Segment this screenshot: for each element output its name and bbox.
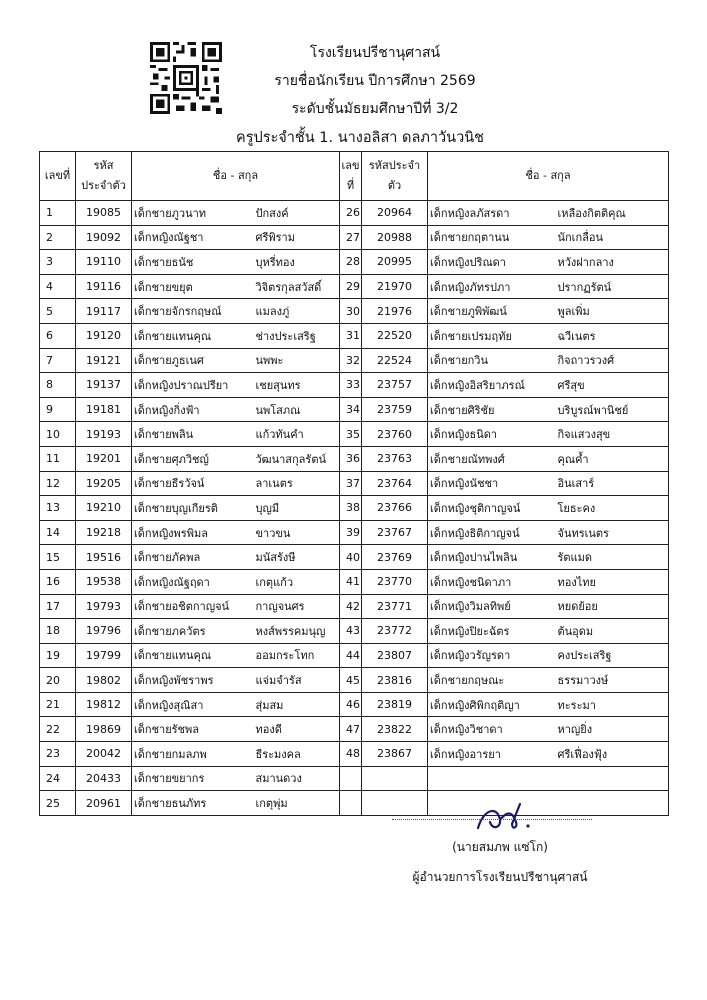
student-id: 20961 (76, 791, 132, 816)
student-number: 8 (40, 373, 76, 398)
student-number: 9 (40, 397, 76, 422)
student-name: เด็กหญิงวิชาดา (428, 717, 556, 742)
student-name: เด็กหญิงภัทรปภา (428, 274, 556, 299)
student-surname: ศรีพิราม (254, 225, 340, 250)
student-name: เด็กชายกฤตานน (428, 225, 556, 250)
student-id (362, 766, 428, 791)
table-row (40, 323, 669, 348)
student-id: 20433 (76, 766, 132, 791)
student-surname: โยธะคง (556, 496, 669, 521)
student-id: 19210 (76, 496, 132, 521)
student-name: เด็กชายณัทพงศ์ (428, 446, 556, 471)
student-name: เด็กหญิงวรัญรดา (428, 643, 556, 668)
student-number: 21 (40, 692, 76, 717)
student-id: 19120 (76, 323, 132, 348)
student-id: 19812 (76, 692, 132, 717)
table-row (40, 619, 669, 644)
student-name: เด็กชายธีรวัจน์ (132, 471, 254, 496)
student-id: 23767 (362, 520, 428, 545)
student-id: 19137 (76, 373, 132, 398)
student-name: เด็กหญิงปิยะฉัตร (428, 619, 556, 644)
student-id: 19181 (76, 397, 132, 422)
student-id: 22524 (362, 348, 428, 373)
student-surname: ปักสงค์ (254, 201, 340, 226)
student-number: 45 (340, 668, 362, 693)
student-surname: เชยสุนทร (254, 373, 340, 398)
header-name-left: ชื่อ - สกุล (132, 152, 340, 201)
student-number: 26 (340, 201, 362, 226)
student-number: 30 (340, 299, 362, 324)
student-surname: หาญยิ่ง (556, 717, 669, 742)
student-name: เด็กชายศุภวิชญ์ (132, 446, 254, 471)
student-surname: หยดย้อย (556, 594, 669, 619)
student-name: เด็กหญิงปานไพลิน (428, 545, 556, 570)
student-number: 43 (340, 619, 362, 644)
student-number: 36 (340, 446, 362, 471)
student-id: 19092 (76, 225, 132, 250)
homeroom-teacher: ครูประจำชั้น 1. นางอลิสา ดลภาวันวนิช (236, 130, 484, 146)
student-surname (556, 791, 669, 816)
student-surname: ทองดี (254, 717, 340, 742)
student-name: เด็กชายขยุต (132, 274, 254, 299)
student-surname: หงส์พรรคมนุญ (254, 619, 340, 644)
student-id: 23772 (362, 619, 428, 644)
student-name: เด็กชายจักรกฤษณ์ (132, 299, 254, 324)
table-row (40, 373, 669, 398)
student-name: เด็กหญิงธิติกาญจน์ (428, 520, 556, 545)
student-surname: นักเกลื่อน (556, 225, 669, 250)
student-surname: บุหรี่ทอง (254, 250, 340, 275)
student-name: เด็กชายกมลภพ (132, 742, 254, 767)
student-number: 6 (40, 323, 76, 348)
list-title: รายชื่อนักเรียน ปีการศึกษา 2569 (274, 73, 476, 89)
student-id: 23766 (362, 496, 428, 521)
student-number: 46 (340, 692, 362, 717)
student-surname: ฉวีเนตร (556, 323, 669, 348)
student-name: เด็กชายขยากร (132, 766, 254, 791)
student-number: 38 (340, 496, 362, 521)
table-row (40, 594, 669, 619)
student-name: เด็กหญิงพรพิมล (132, 520, 254, 545)
student-id: 19121 (76, 348, 132, 373)
student-surname: ช่างประเสริฐ (254, 323, 340, 348)
student-number: 41 (340, 569, 362, 594)
student-id: 19799 (76, 643, 132, 668)
student-surname: เหลืองกิตติคุณ (556, 201, 669, 226)
table-row (40, 446, 669, 471)
table-row (40, 520, 669, 545)
student-number: 10 (40, 422, 76, 447)
student-surname: วัฒนาสกุลรัตน์ (254, 446, 340, 471)
student-surname: คุณค้ำ (556, 446, 669, 471)
student-surname: สุ่มสม (254, 692, 340, 717)
student-name: เด็กชายแทนคุณ (132, 643, 254, 668)
header-id-left: รหัสประจำตัว (76, 152, 132, 201)
student-surname: อินเสาร์ (556, 471, 669, 496)
student-number: 3 (40, 250, 76, 275)
student-surname: ทะระมา (556, 692, 669, 717)
student-name: เด็กชายรัชพล (132, 717, 254, 742)
header-row (40, 152, 669, 201)
student-surname: ธรรมาวงษ์ (556, 668, 669, 693)
student-name: เด็กชายพลิน (132, 422, 254, 447)
student-name: เด็กชายภัคพล (132, 545, 254, 570)
student-name: เด็กชายบุญเกียรติ (132, 496, 254, 521)
student-id: 19193 (76, 422, 132, 447)
student-surname: แจ่มจำรัส (254, 668, 340, 693)
student-number: 4 (40, 274, 76, 299)
table-row (40, 643, 669, 668)
student-surname: ออมกระโทก (254, 643, 340, 668)
student-name (428, 766, 556, 791)
student-number (340, 791, 362, 816)
student-surname: เกตุแก้ว (254, 569, 340, 594)
student-number: 39 (340, 520, 362, 545)
table-row (40, 569, 669, 594)
student-number: 48 (340, 742, 362, 767)
table-row (40, 471, 669, 496)
student-id: 23822 (362, 717, 428, 742)
student-id: 20964 (362, 201, 428, 226)
student-name: เด็กหญิงพัชราพร (132, 668, 254, 693)
student-surname: รัตแมด (556, 545, 669, 570)
student-id: 19116 (76, 274, 132, 299)
student-surname: คงประเสริฐ (556, 643, 669, 668)
student-name: เด็กชายอชิตกาญจน์ (132, 594, 254, 619)
student-name: เด็กหญิงชนิดาภา (428, 569, 556, 594)
school-name: โรงเรียนปรีชานุศาสน์ (309, 45, 441, 61)
table-row (40, 668, 669, 693)
table-row (40, 742, 669, 767)
student-id: 19117 (76, 299, 132, 324)
student-surname: ทองไทย (556, 569, 669, 594)
student-number: 7 (40, 348, 76, 373)
table-row (40, 250, 669, 275)
student-surname: หวังฝากลาง (556, 250, 669, 275)
student-number: 12 (40, 471, 76, 496)
student-name: เด็กชายภูพิพัฒน์ (428, 299, 556, 324)
student-id: 23770 (362, 569, 428, 594)
student-id: 23771 (362, 594, 428, 619)
student-surname: บุญมี (254, 496, 340, 521)
student-surname: ปรากฏรัตน์ (556, 274, 669, 299)
student-id: 19085 (76, 201, 132, 226)
student-number (340, 766, 362, 791)
student-id: 19110 (76, 250, 132, 275)
student-id: 20042 (76, 742, 132, 767)
table-row (40, 496, 669, 521)
student-surname: ศรีเฟื่องฟุ้ง (556, 742, 669, 767)
student-id: 19869 (76, 717, 132, 742)
student-number: 13 (40, 496, 76, 521)
student-surname: นพโสภณ (254, 397, 340, 422)
student-name: เด็กชายเปรมฤทัย (428, 323, 556, 348)
student-id: 23769 (362, 545, 428, 570)
student-number: 5 (40, 299, 76, 324)
student-id: 23816 (362, 668, 428, 693)
student-number: 15 (40, 545, 76, 570)
student-name: เด็กหญิงปราณปรียา (132, 373, 254, 398)
student-id: 19793 (76, 594, 132, 619)
student-name: เด็กชายกวิน (428, 348, 556, 373)
student-surname: พูลเพิ่ม (556, 299, 669, 324)
student-surname: กิจแสวงสุข (556, 422, 669, 447)
student-surname: ต้นอุดม (556, 619, 669, 644)
class-level: ระดับชั้นมัธยมศึกษาปีที่ 3/2 (291, 101, 459, 117)
student-surname: วิจิตรกุลสวัสดิ์ (254, 274, 340, 299)
student-number: 34 (340, 397, 362, 422)
student-surname: บริบูรณ์พานิชย์ (556, 397, 669, 422)
student-number: 14 (40, 520, 76, 545)
table-row (40, 692, 669, 717)
student-surname: กิจถาวรวงศ์ (556, 348, 669, 373)
student-number: 47 (340, 717, 362, 742)
signer-name: (นายสมภพ แซ่โก) (452, 840, 548, 854)
student-roster-table (39, 151, 669, 816)
student-name: เด็กชายธนัช (132, 250, 254, 275)
student-surname: ธีระมงคล (254, 742, 340, 767)
student-number: 11 (40, 446, 76, 471)
student-id: 21970 (362, 274, 428, 299)
student-number: 44 (340, 643, 362, 668)
qr-code (150, 42, 222, 114)
student-number: 29 (340, 274, 362, 299)
table-row (40, 225, 669, 250)
student-number: 31 (340, 323, 362, 348)
header-no-right: เลขที่ (340, 152, 362, 201)
student-id: 23760 (362, 422, 428, 447)
student-number: 19 (40, 643, 76, 668)
student-surname: นพพะ (254, 348, 340, 373)
student-number: 18 (40, 619, 76, 644)
student-surname: ศรีสุข (556, 373, 669, 398)
student-name: เด็กชายกฤษณะ (428, 668, 556, 693)
student-name: เด็กหญิงกิ่งฟ้า (132, 397, 254, 422)
student-number: 2 (40, 225, 76, 250)
student-surname: ลาเนตร (254, 471, 340, 496)
student-name: เด็กหญิงนัชชา (428, 471, 556, 496)
student-id: 19516 (76, 545, 132, 570)
student-id: 19538 (76, 569, 132, 594)
student-number: 24 (40, 766, 76, 791)
student-surname: แก้วทันคำ (254, 422, 340, 447)
student-id: 19205 (76, 471, 132, 496)
student-name: เด็กชายแทนคุณ (132, 323, 254, 348)
student-number: 42 (340, 594, 362, 619)
student-number: 37 (340, 471, 362, 496)
signature-mark (472, 798, 542, 834)
student-surname: ขาวขน (254, 520, 340, 545)
table-row (40, 299, 669, 324)
student-id: 23819 (362, 692, 428, 717)
student-id: 23807 (362, 643, 428, 668)
student-number: 35 (340, 422, 362, 447)
student-id: 19802 (76, 668, 132, 693)
roster-body (40, 201, 669, 816)
student-surname: สมานดวง (254, 766, 340, 791)
table-row (40, 397, 669, 422)
student-surname: กาญจนศร (254, 594, 340, 619)
student-number: 20 (40, 668, 76, 693)
student-name: เด็กชายภูวนาท (132, 201, 254, 226)
student-name: เด็กหญิงวิมลทิพย์ (428, 594, 556, 619)
student-id: 20988 (362, 225, 428, 250)
student-number: 23 (40, 742, 76, 767)
student-name: เด็กหญิงศิพิกฤติญา (428, 692, 556, 717)
student-id (362, 791, 428, 816)
student-id: 19796 (76, 619, 132, 644)
student-name: เด็กชายภูธเนศ (132, 348, 254, 373)
student-surname: แมลงภู่ (254, 299, 340, 324)
student-number: 17 (40, 594, 76, 619)
student-number: 40 (340, 545, 362, 570)
student-surname (556, 766, 669, 791)
student-id: 20995 (362, 250, 428, 275)
table-row (40, 766, 669, 791)
table-row (40, 545, 669, 570)
student-id: 21976 (362, 299, 428, 324)
student-name: เด็กหญิงธนิดา (428, 422, 556, 447)
student-id: 19201 (76, 446, 132, 471)
student-name: เด็กชายธนภัทร (132, 791, 254, 816)
student-number: 25 (40, 791, 76, 816)
table-row (40, 422, 669, 447)
student-surname: จันทรเนตร (556, 520, 669, 545)
table-row (40, 201, 669, 226)
student-name: เด็กหญิงอิสริยาภรณ์ (428, 373, 556, 398)
student-id: 23759 (362, 397, 428, 422)
student-surname: เกตุพุ่ม (254, 791, 340, 816)
student-name: เด็กหญิงณัฐฤดา (132, 569, 254, 594)
student-id: 23757 (362, 373, 428, 398)
signer-position: ผู้อำนวยการโรงเรียนปรีชานุศาสน์ (412, 870, 588, 884)
student-name: เด็กชายภควัตร (132, 619, 254, 644)
student-number: 28 (340, 250, 362, 275)
student-id: 19218 (76, 520, 132, 545)
student-id: 23867 (362, 742, 428, 767)
student-name: เด็กหญิงชุติกาญจน์ (428, 496, 556, 521)
table-row (40, 717, 669, 742)
student-name: เด็กหญิงปริณดา (428, 250, 556, 275)
signature-line (392, 819, 592, 820)
student-number: 16 (40, 569, 76, 594)
student-id: 22520 (362, 323, 428, 348)
student-id: 23764 (362, 471, 428, 496)
student-number: 1 (40, 201, 76, 226)
student-name: เด็กหญิงอารยา (428, 742, 556, 767)
student-name: เด็กหญิงลภัสรดา (428, 201, 556, 226)
student-name: เด็กชายศิริชัย (428, 397, 556, 422)
header-id-right: รหัสประจำตัว (362, 152, 428, 201)
student-name: เด็กหญิงสุณิสา (132, 692, 254, 717)
table-row (40, 791, 669, 816)
student-surname: มนัสรังษี (254, 545, 340, 570)
table-row (40, 348, 669, 373)
student-id: 23763 (362, 446, 428, 471)
student-number: 32 (340, 348, 362, 373)
header-name-right: ชื่อ - สกุล (428, 152, 669, 201)
student-number: 22 (40, 717, 76, 742)
header-no-left: เลขที่ (40, 152, 76, 201)
student-number: 33 (340, 373, 362, 398)
student-name: เด็กหญิงณัฐชา (132, 225, 254, 250)
student-number: 27 (340, 225, 362, 250)
table-row (40, 274, 669, 299)
